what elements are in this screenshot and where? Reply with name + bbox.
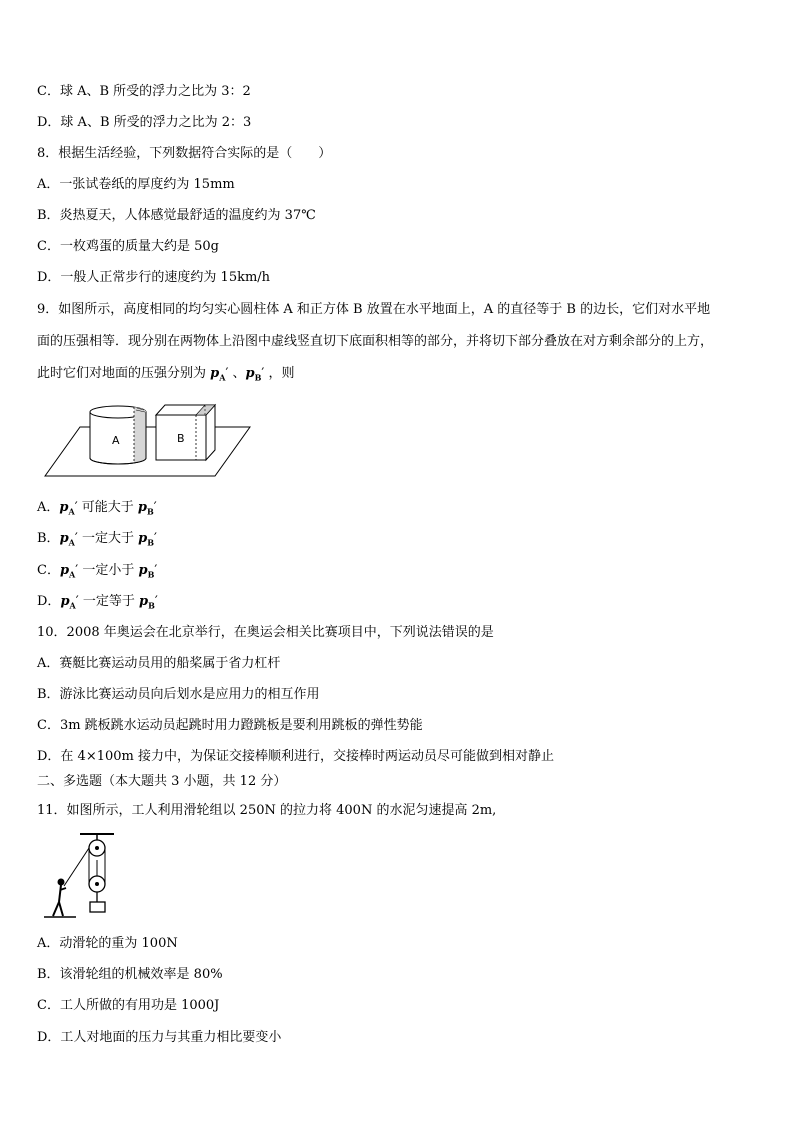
q9-option-b: B．$p_A'$ 一定大于 $p_B'$ (37, 531, 157, 548)
q9-figure (40, 400, 255, 480)
q9-option-d: D．$p_A'$ 一定等于 $p_B'$ (37, 594, 158, 611)
q9-stem-line-2: 面的压强相等．现分别在两物体上沿图中虚线竖直切下底面积相等的部分，并将切下部分叠放在对方剩余部分的上方， (37, 334, 714, 349)
q9-option-c: C．$p_A'$ 一定小于 $p_B'$ (37, 563, 158, 580)
q10-option-b: B．游泳比赛运动员向后划水是应用力的相互作用 (37, 687, 320, 702)
q11-option-a: A．动滑轮的重为 100N (37, 936, 178, 951)
q11-stem: 11．如图所示，工人利用滑轮组以 250N 的拉力将 400N 的水泥匀速提高 2m, (37, 803, 497, 818)
q8-option-a: A．一张试卷纸的厚度约为 15mm (37, 177, 235, 192)
q7-option-c: C．球 A、B 所受的浮力之比为 3：2 (37, 84, 251, 99)
cylinder-label-a: A (112, 434, 120, 447)
cube-label-b: B (177, 432, 185, 445)
q10-option-a: A．赛艇比赛运动员用的船桨属于省力杠杆 (37, 656, 281, 671)
q8-option-c: C．一枚鸡蛋的质量大约是 50g (37, 239, 219, 254)
q9-option-a: A．$p_A'$ 可能大于 $p_B'$ (37, 500, 157, 517)
q9-stem-line-1: 9．如图所示，高度相同的均匀实心圆柱体 A 和正方体 B 放置在水平地面上，A 的直径等于 B 的边长，它们对水平地 (37, 302, 711, 317)
q11-option-d: D．工人对地面的压力与其重力相比要变小 (37, 1030, 282, 1045)
q11-pulley-figure (40, 830, 120, 922)
q10-stem: 10．2008 年奥运会在北京举行，在奥运会相关比赛项目中，下列说法错误的是 (37, 625, 494, 640)
q10-option-c: C．3m 跳板跳水运动员起跳时用力蹬跳板是要利用跳板的弹性势能 (37, 718, 423, 733)
q9-stem-line-3: 此时它们对地面的压强分别为 $p_A'$ 、$p_B'$ ，则 (37, 366, 295, 383)
q8-stem: 8．根据生活经验，下列数据符合实际的是（ ） (37, 146, 332, 161)
q11-option-b: B．该滑轮组的机械效率是 80% (37, 967, 223, 982)
q7-option-d: D．球 A、B 所受的浮力之比为 2：3 (37, 115, 252, 130)
q8-option-b: B．炎热夏天，人体感觉最舒适的温度约为 37℃ (37, 208, 316, 223)
q8-option-d: D．一般人正常步行的速度约为 15km/h (37, 270, 271, 285)
section-2-heading: 二、多选题（本大题共 3 小题，共 12 分） (37, 774, 287, 789)
q10-option-d: D．在 4×100m 接力中，为保证交接棒顺利进行，交接棒时两运动员尽可能做到相对静止 (37, 749, 554, 764)
q11-option-c: C．工人所做的有用功是 1000J (37, 998, 220, 1013)
